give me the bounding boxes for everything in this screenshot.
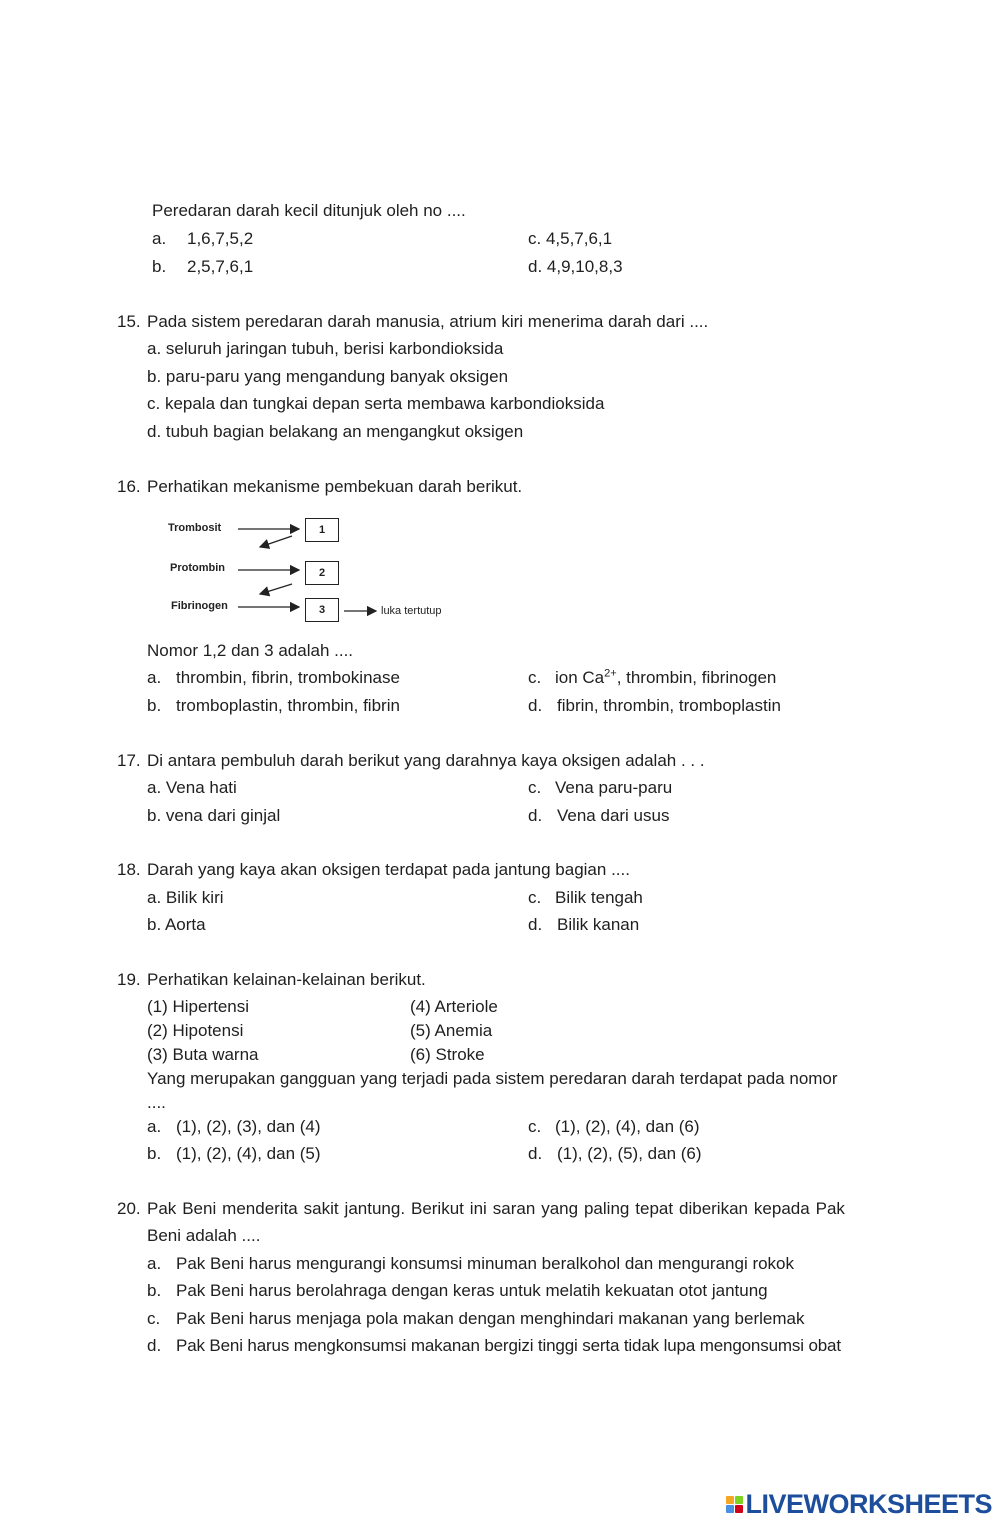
q19-option-b[interactable]: (1), (2), (4), dan (5) <box>176 1144 321 1163</box>
q16-option-c-letter[interactable]: c. <box>528 668 542 687</box>
q16-option-d-letter[interactable]: d. <box>528 696 543 715</box>
q20-option-b[interactable]: Pak Beni harus berolahraga dengan keras untuk melatih kekuatan otot jantung <box>176 1281 768 1300</box>
q18-option-c[interactable]: Bilik tengah <box>555 888 643 907</box>
q15-option-a[interactable]: a. seluruh jaringan tubuh, berisi karbondioksida <box>147 339 504 358</box>
q18-option-a[interactable]: a. Bilik kiri <box>147 888 224 907</box>
diagram-box-3: 3 <box>305 598 339 622</box>
q16-option-b-letter[interactable]: b. <box>147 696 162 715</box>
q15-option-c[interactable]: c. kepala dan tungkai depan serta membawa karbondioksida <box>147 394 605 413</box>
q17-option-c-letter[interactable]: c. <box>528 778 542 797</box>
q16-option-c-pre: ion Ca <box>555 668 605 687</box>
q19-prompt-line2: .... <box>147 1093 166 1112</box>
q18-number: 18. <box>117 860 141 879</box>
q19-option-c-letter[interactable]: c. <box>528 1117 542 1136</box>
q14-option-d[interactable]: d. 4,9,10,8,3 <box>528 257 623 276</box>
q20-option-a-letter[interactable]: a. <box>147 1254 162 1273</box>
diagram-label-trombosit: Trombosit <box>168 522 222 534</box>
q20-option-c[interactable]: Pak Beni harus menjaga pola makan dengan menghindari makanan yang berlemak <box>176 1309 805 1328</box>
q19-item-6: (6) Stroke <box>410 1045 485 1064</box>
q16-prompt: Nomor 1,2 dan 3 adalah .... <box>147 641 354 660</box>
q19-item-2: (2) Hipotensi <box>147 1021 244 1040</box>
q15-option-b[interactable]: b. paru-paru yang mengandung banyak oksigen <box>147 367 509 386</box>
q20-number: 20. <box>117 1199 141 1218</box>
liveworksheets-logo-text: LIVEWORKSHEETS <box>745 1488 992 1519</box>
logo-square-1 <box>726 1496 734 1504</box>
q19-item-3: (3) Buta warna <box>147 1045 259 1064</box>
logo-square-2 <box>735 1496 743 1504</box>
diagram-result-label: luka tertutup <box>381 605 442 617</box>
q16-option-d[interactable]: fibrin, thrombin, tromboplastin <box>557 696 781 715</box>
q17-option-d[interactable]: Vena dari usus <box>557 806 670 825</box>
q15-number: 15. <box>117 312 141 331</box>
q14-stem: Peredaran darah kecil ditunjuk oleh no .... <box>152 201 466 220</box>
liveworksheets-logo-icon <box>726 1496 743 1513</box>
q16-option-c[interactable] <box>555 667 776 689</box>
q19-item-5: (5) Anemia <box>410 1021 493 1040</box>
q19-stem: Perhatikan kelainan-kelainan berikut. <box>147 970 426 989</box>
q14-option-a-letter[interactable]: a. <box>152 229 167 248</box>
q17-option-b[interactable]: b. vena dari ginjal <box>147 806 281 825</box>
diagram-box-1: 1 <box>305 518 339 542</box>
logo-square-4 <box>735 1505 743 1513</box>
q17-option-d-letter[interactable]: d. <box>528 806 543 825</box>
q15-stem: Pada sistem peredaran darah manusia, atrium kiri menerima darah dari .... <box>147 312 709 331</box>
q16-number: 16. <box>117 477 141 496</box>
q20-option-d-letter[interactable]: d. <box>147 1336 162 1355</box>
q20-option-d[interactable]: Pak Beni harus mengkonsumsi makanan bergizi tinggi serta tidak lupa mengonsumsi obat <box>176 1336 841 1355</box>
q18-option-d[interactable]: Bilik kanan <box>557 915 640 934</box>
q15-option-d[interactable]: d. tubuh bagian belakang an mengangkut oksigen <box>147 422 524 441</box>
q19-item-1: (1) Hipertensi <box>147 997 250 1016</box>
q19-option-b-letter[interactable]: b. <box>147 1144 162 1163</box>
q16-option-c-sup: 2+ <box>604 667 617 680</box>
q18-option-c-letter[interactable]: c. <box>528 888 542 907</box>
q14-option-b-letter[interactable]: b. <box>152 257 167 276</box>
arrow-box1-down <box>260 536 292 547</box>
q16-option-c-post: , thrombin, fibrinogen <box>616 668 777 687</box>
q20-option-a[interactable]: Pak Beni harus mengurangi konsumsi minuman beralkohol dan mengurangi rokok <box>176 1254 795 1273</box>
q19-option-d[interactable]: (1), (2), (5), dan (6) <box>557 1144 702 1163</box>
q19-option-c[interactable]: (1), (2), (4), dan (6) <box>555 1117 700 1136</box>
logo-square-3 <box>726 1505 734 1513</box>
q19-option-a[interactable]: (1), (2), (3), dan (4) <box>176 1117 321 1136</box>
diagram-label-fibrinogen: Fibrinogen <box>171 600 228 612</box>
q20-stem-line2: Beni adalah .... <box>147 1226 261 1245</box>
q14-option-b[interactable]: 2,5,7,6,1 <box>187 257 254 276</box>
q17-number: 17. <box>117 751 141 770</box>
q20-option-b-letter[interactable]: b. <box>147 1281 162 1300</box>
liveworksheets-logo[interactable] <box>726 1489 992 1519</box>
diagram-arrows <box>0 0 1000 640</box>
q14-option-c[interactable]: c. 4,5,7,6,1 <box>528 229 613 248</box>
q17-option-a[interactable]: a. Vena hati <box>147 778 237 797</box>
diagram-label-protombin: Protombin <box>170 562 225 574</box>
q16-option-a[interactable]: thrombin, fibrin, trombokinase <box>176 668 400 687</box>
q18-option-b[interactable]: b. Aorta <box>147 915 206 934</box>
q19-prompt-line1: Yang merupakan gangguan yang terjadi pada sistem peredaran darah terdapat pada nomor <box>147 1069 838 1088</box>
q20-stem-line1: Pak Beni menderita sakit jantung. Berikut ini saran yang paling tepat diberikan kepada Pak <box>147 1199 845 1218</box>
q14-option-a[interactable]: 1,6,7,5,2 <box>187 229 254 248</box>
q16-option-b[interactable]: tromboplastin, thrombin, fibrin <box>176 696 400 715</box>
q19-option-d-letter[interactable]: d. <box>528 1144 543 1163</box>
diagram-box-2: 2 <box>305 561 339 585</box>
q20-option-c-letter[interactable]: c. <box>147 1309 161 1328</box>
arrow-box2-down <box>260 584 292 594</box>
q19-item-4: (4) Arteriole <box>410 997 498 1016</box>
q18-stem: Darah yang kaya akan oksigen terdapat pada jantung bagian .... <box>147 860 630 879</box>
q19-option-a-letter[interactable]: a. <box>147 1117 162 1136</box>
q19-number: 19. <box>117 970 141 989</box>
q16-stem: Perhatikan mekanisme pembekuan darah berikut. <box>147 477 523 496</box>
q18-option-d-letter[interactable]: d. <box>528 915 543 934</box>
q17-stem: Di antara pembuluh darah berikut yang darahnya kaya oksigen adalah . . . <box>147 751 705 770</box>
q17-option-c[interactable]: Vena paru-paru <box>555 778 673 797</box>
q16-option-a-letter[interactable]: a. <box>147 668 162 687</box>
